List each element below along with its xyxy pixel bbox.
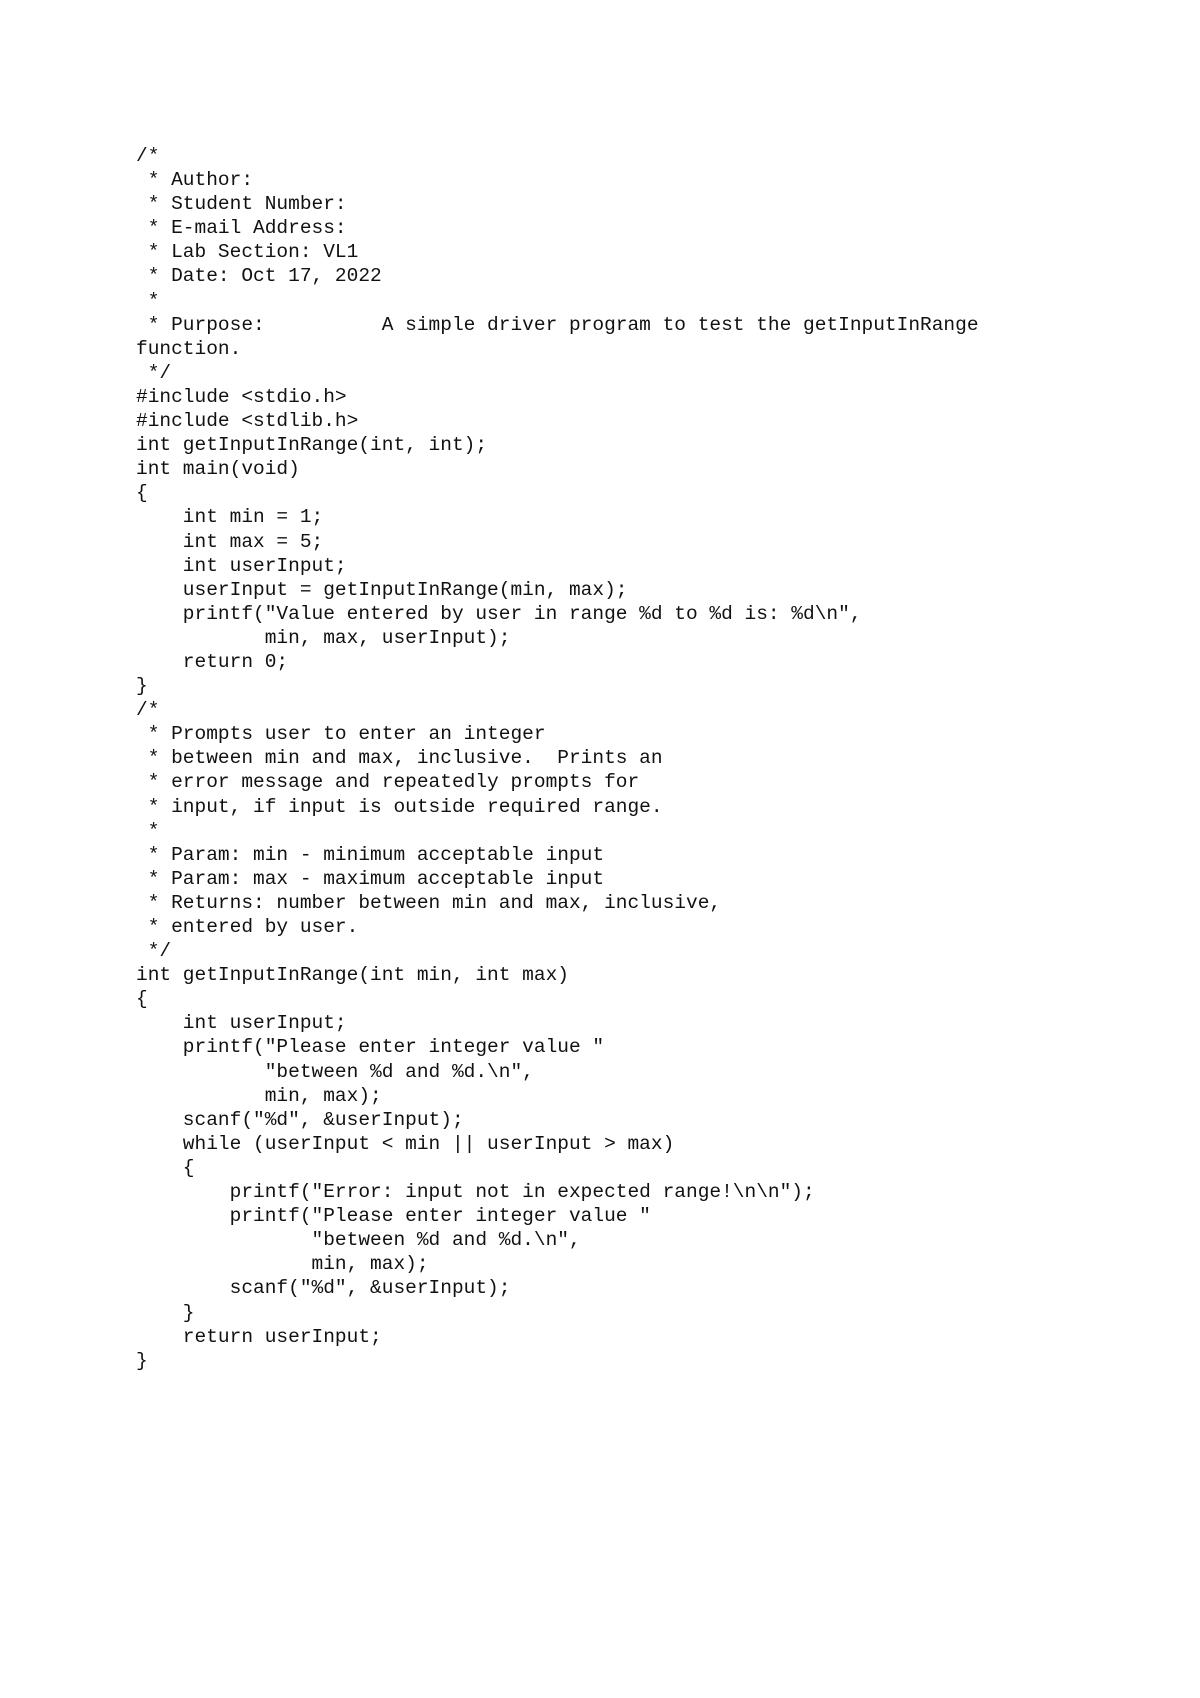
- code-line: return userInput;: [136, 1325, 382, 1348]
- code-line: * between min and max, inclusive. Prints an: [136, 747, 663, 770]
- code-line: * Date: Oct 17, 2022: [136, 265, 382, 288]
- code-line: */: [136, 361, 172, 384]
- code-line: scanf("%d", &userInput);: [136, 1108, 464, 1131]
- code-line: * Returns: number between min and max, inclusive,: [136, 891, 722, 914]
- code-line: * entered by user.: [136, 916, 359, 938]
- code-line: * Student Number:: [136, 193, 347, 216]
- code-line: /*: [136, 699, 160, 722]
- code-line: return 0;: [136, 650, 289, 673]
- code-line: * Lab Section: VL1: [136, 241, 359, 264]
- code-line: * error message and repeatedly prompts for: [136, 771, 640, 794]
- code-line: * Author:: [136, 169, 254, 192]
- code-line: min, max, userInput);: [136, 626, 511, 649]
- code-line: int getInputInRange(int min, int max): [136, 964, 569, 987]
- code-line: #include <stdlib.h>: [136, 410, 359, 433]
- code-line: * Prompts user to enter an integer: [136, 723, 546, 746]
- code-line: *: [136, 819, 160, 842]
- code-line: * Purpose: A simple driver program to test the getInputInRange: [136, 313, 979, 336]
- code-line: min, max);: [136, 1253, 429, 1276]
- code-line: {: [136, 1156, 195, 1179]
- code-line: #include <stdio.h>: [136, 385, 347, 408]
- code-line: printf("Please enter integer value ": [136, 1036, 605, 1059]
- code-line: }: [136, 675, 148, 698]
- code-line: printf("Error: input not in expected range!\n\n");: [136, 1181, 815, 1204]
- code-line: int max = 5;: [136, 530, 324, 553]
- code-line: {: [136, 988, 148, 1011]
- code-line: int getInputInRange(int, int);: [136, 434, 488, 457]
- code-line: printf("Value entered by user in range %d to %d is: %d\n",: [136, 602, 862, 625]
- code-line: function.: [136, 337, 242, 360]
- code-line: printf("Please enter integer value ": [136, 1205, 651, 1228]
- code-line: "between %d and %d.\n",: [136, 1060, 534, 1083]
- code-line: * E-mail Address:: [136, 217, 347, 240]
- code-line: * Param: min - minimum acceptable input: [136, 843, 605, 866]
- code-line: * input, if input is outside required range.: [136, 795, 663, 818]
- code-line: */: [136, 940, 172, 963]
- source-code-listing: [136, 144, 1136, 1373]
- code-line: * Param: max - maximum acceptable input: [136, 867, 605, 890]
- code-line: int min = 1;: [136, 506, 324, 529]
- code-line: "between %d and %d.\n",: [136, 1229, 581, 1252]
- code-line: while (userInput < min || userInput > max): [136, 1132, 675, 1155]
- code-line: userInput = getInputInRange(min, max);: [136, 578, 628, 601]
- code-line: }: [136, 1349, 148, 1372]
- code-line: /*: [136, 145, 160, 167]
- code-line: {: [136, 482, 148, 505]
- code-line: *: [136, 289, 160, 312]
- code-line: scanf("%d", &userInput);: [136, 1277, 511, 1300]
- code-line: }: [136, 1301, 195, 1324]
- code-line: int userInput;: [136, 1012, 347, 1035]
- code-line: min, max);: [136, 1084, 382, 1107]
- code-line: int main(void): [136, 458, 300, 481]
- code-line: int userInput;: [136, 554, 347, 577]
